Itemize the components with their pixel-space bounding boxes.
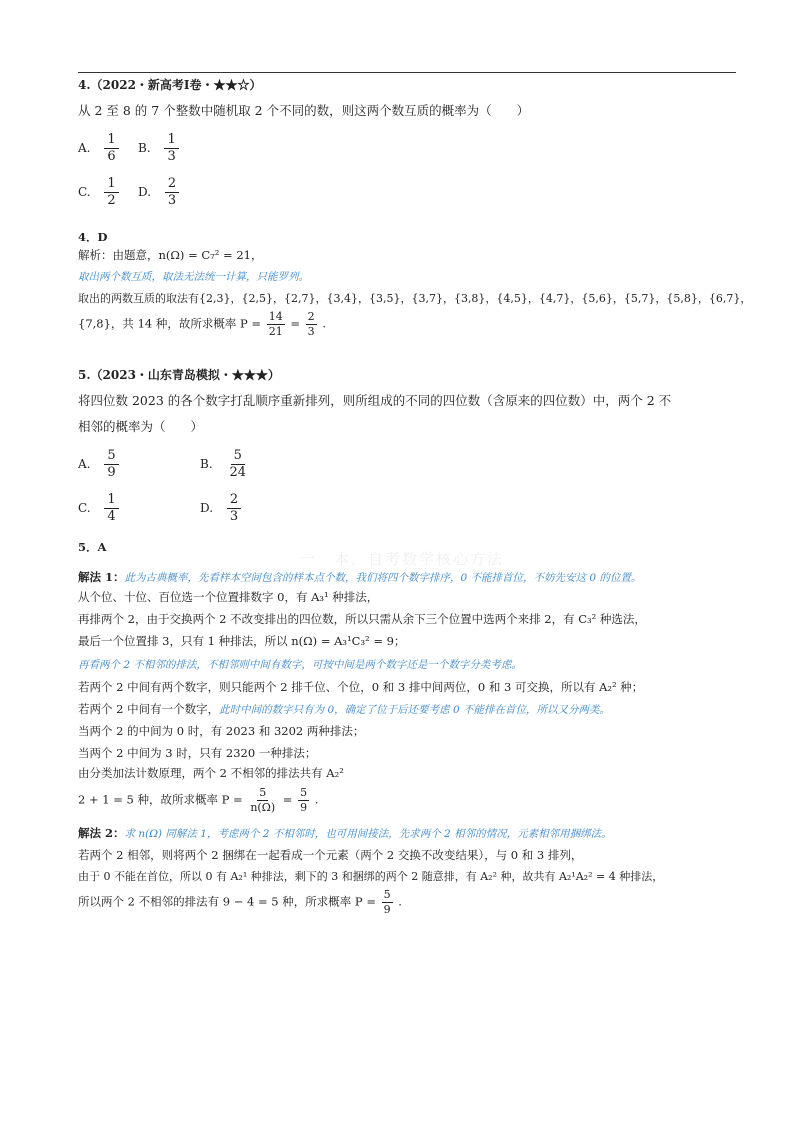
answer-4: 4．D [78,230,108,244]
fraction-denominator: 24 [229,465,247,480]
option-fraction [104,448,118,481]
method-1-intro [78,570,641,585]
fraction-numerator: 1 [104,492,118,509]
method-2-intro [78,826,612,841]
answer-4-line-3 [78,310,326,339]
method-1-line-7: 当两个 2 中间为 3 时，只有 2320 一种排法； [78,746,317,760]
fraction-numerator: 14 [268,310,283,323]
fraction [267,310,285,339]
fraction-denominator: 9 [107,465,116,480]
watermark: 一 本，自考数学核心方法 [300,550,505,568]
option-fraction [104,132,118,165]
option-letter: D. [200,501,214,515]
method-1-line-5-hint: 此时中间的数字只有为 0，确定了位于后还要考虑 0 不能排在首位，所以又分两类。 [219,704,611,716]
q5-option-a[interactable] [78,448,119,481]
method-2-line-1: 若两个 2 相邻，则将两个 2 捆绑在一起看成一个元素（两个 2 交换不改变结果），与 0 和 3 排列， [78,848,583,862]
fraction-denominator: 3 [229,509,239,524]
fraction-numerator: 2 [307,310,315,323]
fraction-numerator: 1 [164,132,178,149]
method-1-hint: 此为古典概率，先看样本空间包含的样本点个数，我们将四个数字排序，0 不能排首位，不妨先安这 0 的位置。 [124,572,642,584]
fraction [298,786,309,815]
fraction-numerator: 5 [300,786,308,799]
option-fraction [104,492,118,525]
fraction-denominator: 3 [167,149,176,164]
question-5-header: 5.（2023・山东青岛模拟・★★★） [78,368,280,382]
option-letter: C. [78,501,91,515]
q5-option-c[interactable] [78,492,119,525]
option-letter: C. [78,185,91,199]
option-letter: B. [138,141,151,155]
method-1-line-2: 再排两个 2，由于交换两个 2 不改变排出的四位数，所以只需从余下三个位置中选两个来排 2，有 C₃² 种选法， [78,612,646,626]
method-2-line-3 [78,888,402,917]
q5-option-b[interactable] [200,448,249,481]
equals-sign: = [290,316,301,331]
top-rule [78,72,736,73]
answer-4-line-3-text: {7,8}，共 14 种，故所求概率 P = [78,316,262,331]
question-5-stem-line-1: 将四位数 2023 的各个数字打乱顺序重新排列，则所组成的不同的四位数（含原来的四位数）中，两个 2 不 [78,393,672,408]
method-1-hint-2: 再看两个 2 不相邻的排法，不相邻则中间有数字，可按中间是两个数字还是一个数字分类考虑。 [78,659,522,671]
fraction-denominator: 6 [107,149,116,164]
answer-4-line-2: 取出的两数互质的取法有{2,3}，{2,5}，{2,7}，{3,4}，{3,5}，{3,7}，{3,8}，{4,5}，{4,7}，{5,6}，{5,7}，{5,8}，{6,7}， [78,292,752,305]
period: . [398,894,402,909]
q5-option-d[interactable] [200,492,241,525]
method-2-hint: 求 n(Ω) 同解法 1，考虑两个 2 不相邻时，也可用间接法，先求两个 2 相邻的情况，元素相邻用捆绑法。 [124,828,612,840]
fraction [382,888,393,917]
fraction-numerator: 5 [231,448,245,465]
fraction-numerator: 2 [165,176,179,193]
method-2-line-3-text: 所以两个 2 不相邻的排法有 9 − 4 = 5 种，所求概率 P = [78,894,376,909]
question-4-header: 4.（2022・新高考Ⅰ卷・★★☆） [78,78,262,92]
answer-4-hint: 取出两个数互质，取法无法统一计算，只能罗列。 [78,271,309,283]
q4-option-c[interactable] [78,176,119,209]
option-letter: A. [78,457,91,471]
option-letter: A. [78,141,91,155]
equals-sign: = [282,792,293,807]
fraction-denominator: 9 [300,801,308,814]
option-fraction [227,492,241,525]
method-1-line-8: 由分类加法计数原理，两个 2 不相邻的排法共有 A₂² [78,766,344,780]
answer-4-line-1: 解析：由题意，n(Ω) = C₇² = 21， [78,248,263,262]
fraction [306,310,317,339]
q4-option-b[interactable] [138,132,179,165]
method-1-label: 解法 1： [78,570,125,584]
question-4-stem: 从 2 至 8 的 7 个整数中随机取 2 个不同的数，则这两个数互质的概率为（ ） [78,103,530,118]
fraction-numerator: 5 [259,786,267,799]
q4-option-d[interactable] [138,176,179,209]
option-fraction [104,176,118,209]
method-1-line-4: 若两个 2 中间有两个数字，则只能两个 2 排千位、个位，0 和 3 排中间两位，0 和 3 可交换，所以有 A₂² 种； [78,680,644,694]
question-5-stem-line-2: 相邻的概率为（ ） [78,419,204,434]
method-1-line-9 [78,786,318,815]
method-1-line-5 [78,702,610,717]
period: . [322,316,326,331]
option-fraction [165,176,179,209]
fraction-numerator: 5 [383,888,391,901]
fraction-numerator: 1 [104,132,118,149]
option-fraction [226,448,249,481]
method-1-line-3: 最后一个位置排 3，只有 1 种排法，所以 n(Ω) = A₃¹C₃² = 9； [78,634,406,648]
method-1-line-9-text: 2 + 1 = 5 种，故所求概率 P = [78,792,243,807]
method-2-label: 解法 2： [78,826,125,840]
fraction-numerator: 2 [227,492,241,509]
answer-5: 5．A [78,540,107,554]
period: . [314,792,319,807]
method-1-line-5-text: 若两个 2 中间有一个数字， [78,702,220,716]
fraction-numerator: 1 [104,176,118,193]
fraction-numerator: 5 [104,448,118,465]
fraction-denominator: n(Ω) [250,801,276,814]
method-2-line-2: 由于 0 不能在首位，所以 0 有 A₂¹ 种排法，剩下的 3 和捆绑的两个 2 随意排，有 A₂² 种，故共有 A₂¹A₂² = 4 种排法， [78,870,664,883]
method-1-line-6: 当两个 2 的中间为 0 时，有 2023 和 3202 两种排法； [78,724,365,738]
fraction-denominator: 4 [107,509,116,524]
fraction-denominator: 3 [307,325,315,338]
q4-option-a[interactable] [78,132,119,165]
fraction-denominator: 2 [107,193,116,208]
method-1-line-1: 从个位、十位、百位选一个位置排数字 0，有 A₃¹ 种排法， [78,590,379,604]
fraction [248,786,277,815]
option-letter: B. [200,457,213,471]
fraction-denominator: 9 [383,903,391,916]
fraction-denominator: 3 [167,193,177,208]
option-letter: D. [138,185,152,199]
fraction-denominator: 21 [268,325,283,338]
option-fraction [164,132,178,165]
